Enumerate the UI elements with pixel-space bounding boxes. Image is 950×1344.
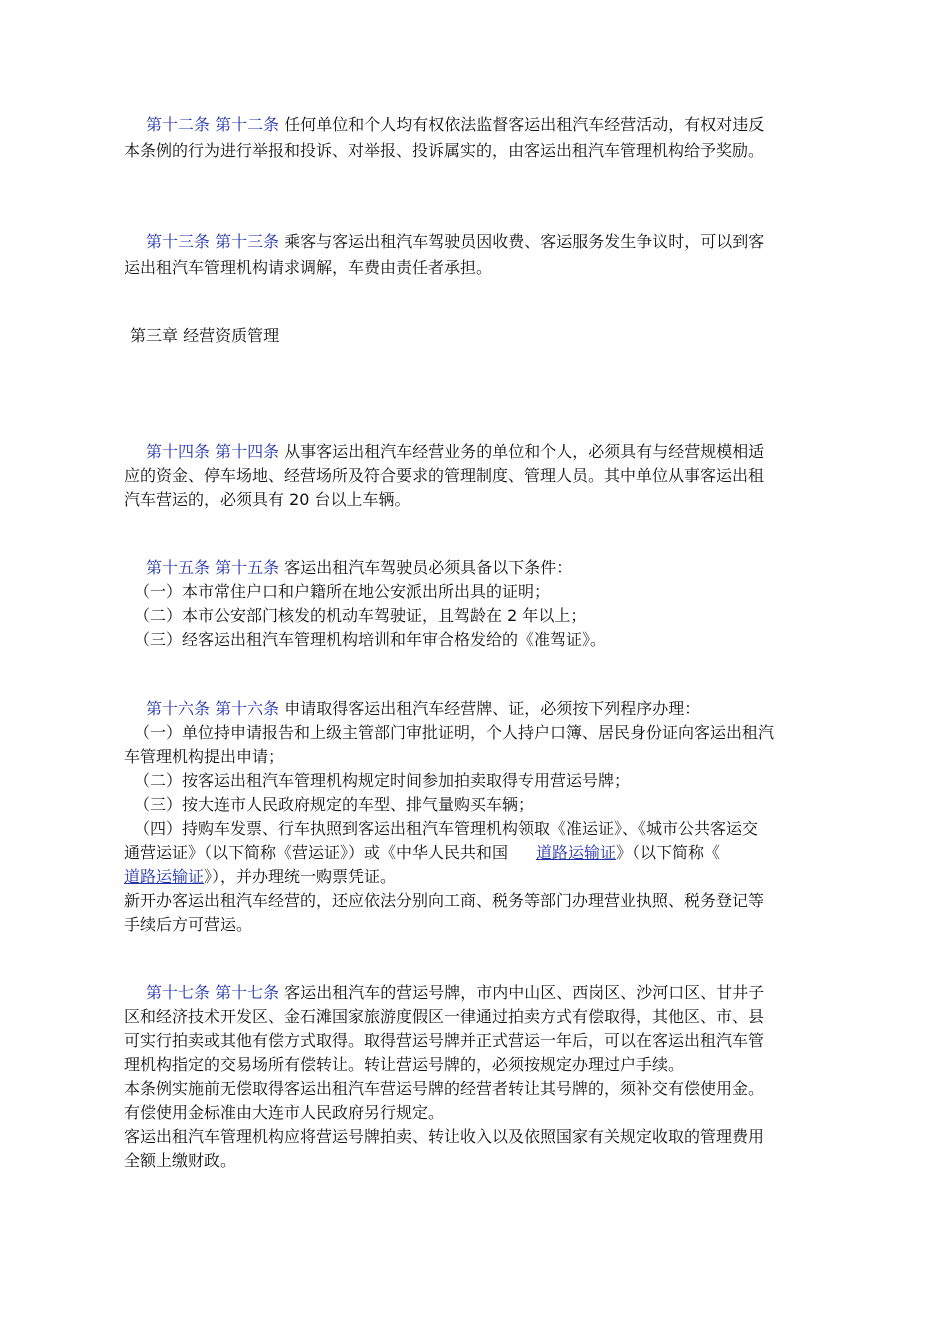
article-16-label-repeat: 第十六条	[215, 699, 280, 718]
article-12-label: 第十二条	[146, 115, 211, 134]
road-transport-permit-link[interactable]: 道路运输证	[124, 867, 205, 886]
article-13-line-2: 运出租汽车管理机构请求调解，车费由责任者承担。	[124, 258, 493, 277]
article-12-label-repeat: 第十二条	[215, 115, 280, 134]
article-14-text: 从事客运出租汽车经营业务的单位和个人，必须具有与经营规模相适	[284, 442, 765, 461]
article-15-item: （二）本市公安部门核发的机动车驾驶证，且驾龄在 2 年以上；	[134, 606, 587, 625]
article-12-line-1	[124, 114, 764, 136]
article-13-text: 乘客与客运出租汽车驾驶员因收费、客运服务发生争议时，可以到客	[284, 232, 765, 251]
article-16-line-8-tail: 》），并办理统一购票凭证。	[204, 867, 397, 886]
article-16-line-8	[124, 866, 396, 888]
article-17-text: 客运出租汽车的营运号牌，市内中山区、西岗区、沙河口区、甘井子	[284, 983, 765, 1002]
article-16-label: 第十六条	[146, 699, 211, 718]
article-16-line-7	[124, 842, 720, 864]
article-17-line-2: 区和经济技术开发区、金石滩国家旅游度假区一律通过拍卖方式有偿取得，其他区、市、县	[124, 1007, 765, 1026]
article-16-line-6: （四）持购车发票、行车执照到客运出租汽车管理机构领取《准运证》、《城市公共客运交	[134, 819, 759, 838]
article-15-item: （三）经客运出租汽车管理机构培训和年审合格发给的《准驾证》。	[134, 630, 607, 649]
article-16-line-3: 车管理机构提出申请；	[124, 747, 285, 766]
article-14-line-3: 汽车营运的，必须具有 20 台以上车辆。	[124, 490, 411, 509]
article-16-line-5: （三）按大连市人民政府规定的车型、排气量购买车辆；	[134, 795, 535, 814]
article-13-line-1	[124, 231, 764, 253]
article-17-label: 第十七条	[146, 983, 211, 1002]
article-16-line-2: （一）单位持申请报告和上级主管部门审批证明，个人持户口簿、居民身份证向客运出租汽	[134, 723, 775, 742]
article-15-label: 第十五条	[146, 558, 211, 577]
article-12-line-2: 本条例的行为进行举报和投诉、对举报、投诉属实的，由客运出租汽车管理机构给予奖励。	[124, 141, 765, 160]
article-17-line-1	[124, 982, 764, 1004]
article-17-line-4: 理机构指定的交易场所有偿转让。转让营运号牌的，必须按规定办理过户手续。	[124, 1055, 685, 1074]
article-17-line-5: 本条例实施前无偿取得客运出租汽车营运号牌的经营者转让其号牌的，须补交有偿使用金。	[124, 1079, 765, 1098]
article-13-label: 第十三条	[146, 232, 211, 251]
article-17-label-repeat: 第十七条	[215, 983, 280, 1002]
article-16-line-10: 手续后方可营运。	[124, 915, 253, 934]
article-15-item: （一）本市常住户口和户籍所在地公安派出所出具的证明；	[134, 582, 551, 601]
article-14-label-repeat: 第十四条	[215, 442, 280, 461]
article-14-line-2: 应的资金、停车场地、经营场所及符合要求的管理制度、管理人员。其中单位从事客运出租	[124, 466, 765, 485]
article-17-line-3: 可实行拍卖或其他有偿方式取得。取得营运号牌并正式营运一年后，可以在客运出租汽车管	[124, 1031, 765, 1050]
article-17-line-7: 客运出租汽车管理机构应将营运号牌拍卖、转让收入以及依照国家有关规定收取的管理费用	[124, 1127, 765, 1146]
article-16-text: 申请取得客运出租汽车经营牌、证，必须按下列程序办理：	[284, 699, 701, 718]
article-13-label-repeat: 第十三条	[215, 232, 280, 251]
article-17-line-8: 全额上缴财政。	[124, 1151, 237, 1170]
article-15-label-repeat: 第十五条	[215, 558, 280, 577]
article-16-line-4: （二）按客运出租汽车管理机构规定时间参加拍卖取得专用营运号牌；	[134, 771, 631, 790]
article-15-text: 客运出租汽车驾驶员必须具备以下条件：	[284, 558, 573, 577]
article-14-line-1	[124, 441, 764, 463]
article-14-label: 第十四条	[146, 442, 211, 461]
chapter-heading: 第三章 经营资质管理	[130, 326, 280, 345]
article-16-line-9: 新开办客运出租汽车经营的，还应依法分别向工商、税务等部门办理营业执照、税务登记等	[124, 891, 765, 910]
article-16-line-7-tail: 》（以下简称《	[616, 843, 721, 862]
article-16-line-7-text: 通营运证》（以下简称《营运证》）或《中华人民共和国	[124, 843, 509, 862]
article-16-line-1	[124, 698, 700, 720]
article-17-line-6: 有偿使用金标准由大连市人民政府另行规定。	[124, 1103, 445, 1122]
road-transport-permit-link[interactable]: 道路运输证	[536, 843, 617, 862]
article-12-text: 任何单位和个人均有权依法监督客运出租汽车经营活动，有权对违反	[284, 115, 765, 134]
article-15-line-1	[124, 557, 572, 579]
